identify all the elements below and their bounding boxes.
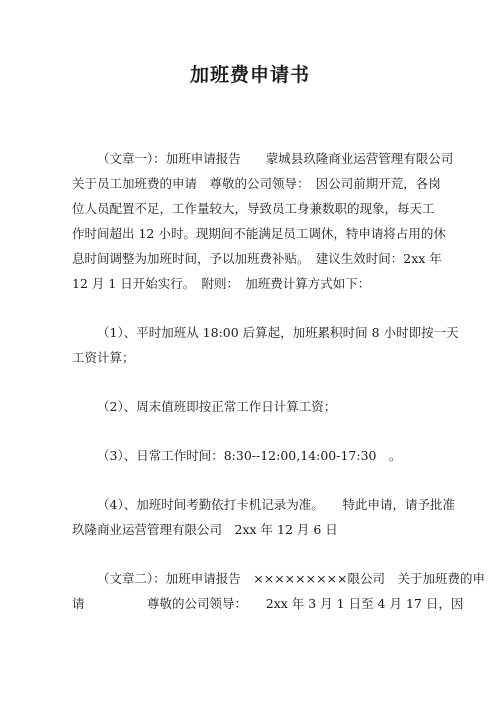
- document-title: 加班费申请书: [189, 64, 310, 86]
- paragraph-line: （文章一）：加班申请报告 蒙城县玖隆商业运营管理有限公司: [97, 151, 454, 166]
- paragraph-line: （1）、平时加班从 18:00 后算起，加班累积时间 8 小时即按一天: [97, 325, 459, 340]
- paragraph-rule-4: [72, 492, 455, 542]
- paragraph-line: 玖隆商业运营管理有限公司 2xx 年 12 月 6 日: [72, 522, 338, 537]
- paragraph-line: 作时间超出 12 小时。现期间不能满足员工调休，特申请将占用的休: [72, 226, 446, 241]
- paragraph-rule-1: [72, 320, 459, 370]
- paragraph-line: （3）、日常工作时间：8:30--12:00,14:00-17:30 。: [97, 448, 402, 463]
- paragraph-line: （2）、周末值班即按正常工作日计算工资；: [97, 399, 337, 414]
- paragraph-line: 息时间调整为加班时间，予以加班费补贴。 建议生效时间：2xx 年: [72, 251, 442, 266]
- paragraph-line: （文章二）：加班申请报告 ×××××××××限公司 关于加班费的申: [97, 571, 486, 586]
- paragraph-line: 关于员工加班费的申请 尊敬的公司领导： 因公司前期开荒，各岗: [72, 176, 441, 191]
- document-body: [72, 146, 486, 616]
- paragraph-article-one: [72, 146, 454, 296]
- paragraph-article-two: [72, 566, 486, 616]
- paragraph-rule-3: [72, 443, 424, 468]
- paragraph-line: 请 尊敬的公司领导： 2xx 年 3 月 1 日至 4 月 17 日，因: [72, 596, 464, 611]
- paragraph-line: 工资计算；: [72, 350, 135, 365]
- paragraph-line: （4）、加班时间考勤依打卡机记录为准。 特此申请，请予批准: [97, 497, 455, 512]
- paragraph-line: 位人员配置不足，工作量较大，导致员工身兼数职的现象，每天工: [72, 201, 435, 216]
- paragraph-rule-2: [72, 394, 424, 419]
- paragraph-line: 12 月 1 日开始实行。 附则： 加班费计算方式如下：: [72, 276, 371, 291]
